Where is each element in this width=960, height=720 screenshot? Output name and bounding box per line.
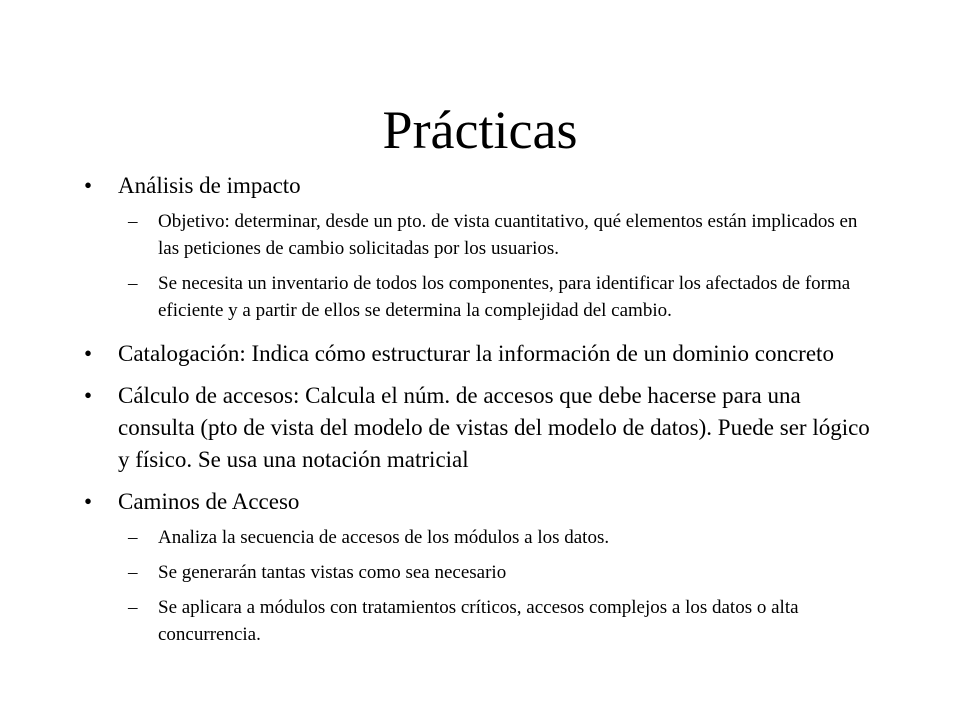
bullet-item-analisis <box>84 170 874 202</box>
bullet-item-calculo <box>84 380 874 476</box>
sub-bullet-text: Objetivo: determinar, desde un pto. de vista cuantitativo, qué elementos están implicados en las peticiones de cambio solicitadas por los usuarios. <box>158 211 858 259</box>
dash-icon: – <box>128 597 138 618</box>
dash-icon: – <box>128 273 138 294</box>
bullet-item-caminos <box>84 486 874 518</box>
bullet-item-catalogacion <box>84 338 874 370</box>
sub-bullet-item <box>84 524 874 551</box>
sub-bullet-text: Se aplicara a módulos con tratamientos críticos, accesos complejos a los datos o alta concurrencia. <box>158 597 799 645</box>
bullet-icon: • <box>84 173 93 198</box>
bullet-icon: • <box>84 489 93 514</box>
bullet-text: Análisis de impacto <box>118 173 301 198</box>
dash-icon: – <box>128 211 138 232</box>
bullet-icon: • <box>84 341 93 366</box>
bullet-list <box>84 170 874 656</box>
sub-bullet-item <box>84 208 874 262</box>
bullet-text: Caminos de Acceso <box>118 489 300 514</box>
bullet-text: Catalogación: Indica cómo estructurar la información de un dominio concreto <box>118 341 834 366</box>
sub-bullet-item <box>84 559 874 586</box>
sub-bullet-item <box>84 270 874 324</box>
sub-bullet-item <box>84 594 874 648</box>
slide-title: Prácticas <box>382 100 578 160</box>
sub-bullet-text: Se generarán tantas vistas como sea necesario <box>158 562 507 583</box>
dash-icon: – <box>128 527 138 548</box>
bullet-icon: • <box>84 383 93 408</box>
sub-bullet-text: Se necesita un inventario de todos los componentes, para identificar los afectados de forma eficiente y a partir de ellos se determina la complejidad del cambio. <box>158 273 851 321</box>
sub-bullet-text: Analiza la secuencia de accesos de los módulos a los datos. <box>158 527 610 548</box>
bullet-text: Cálculo de accesos: Calcula el núm. de accesos que debe hacerse para una consulta (pto de vista del modelo de vistas del modelo de datos). Puede ser lógico y físico. Se usa una notación matricial <box>118 383 870 472</box>
dash-icon: – <box>128 562 138 583</box>
